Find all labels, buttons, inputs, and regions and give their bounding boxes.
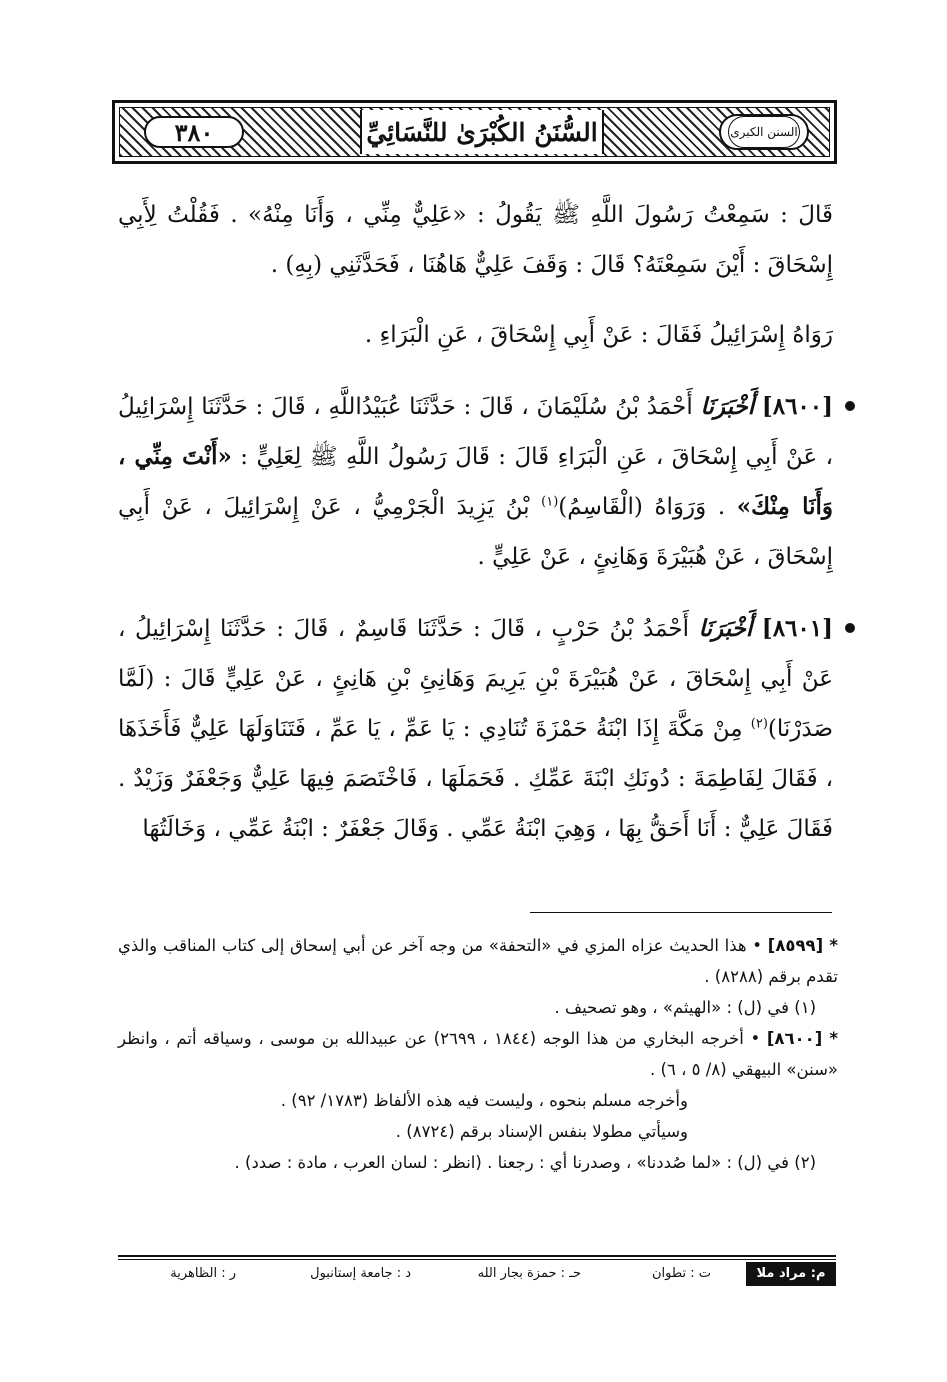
main-text bbox=[118, 190, 833, 854]
bullet-icon bbox=[845, 401, 855, 411]
footnotes bbox=[118, 930, 838, 1178]
page-number: ٣٨٠ bbox=[144, 116, 244, 148]
emblem-text: السنن الكبرى bbox=[728, 116, 800, 148]
paragraph-riwaya: رَوَاهُ إِسْرَائِيلُ فَقَالَ : عَنْ أَبِي إِسْحَاقَ ، عَنِ الْبَرَاءِ . bbox=[364, 322, 833, 348]
akhbarana-word: أَخْبَرَنَا bbox=[700, 393, 755, 420]
hadith-text: مِنْ مَكَّةَ إِذَا ابْنَةُ حَمْزَةَ تُنَادِي : يَا عَمِّ ، يَا عَمِّ ، فَتَنَاوَلَهَا عَلِيٌّ فَأَخَذَهَا ، فَقَالَ لِفَاطِمَةَ : دُونَكِ ابْنَةَ عَمِّكِ . فَحَمَلَهَا ، فَاخْتَصَمَ فِيهَا عَلِيٌّ وَجَعْفَرٌ وَزَيْدٌ . فَقَالَ عَلِيٌّ : أَنَا أَحَقُّ بِهَا ، وَهِيَ ابْنَةُ عَمِّي . وَقَالَ جَعْفَرٌ : ابْنَةُ عَمِّي ، وَخَالَتُهَا bbox=[118, 716, 833, 842]
siglum-tag: م: مراد ملا bbox=[746, 1262, 836, 1286]
footnote-2: (٢) في (ل) : «لما صُددنا» ، وصدرنا أي : رجعنا . (انظر : لسان العرب ، مادة : صدد) . bbox=[234, 1153, 816, 1172]
hadith-text: بْنُ يَزِيدَ الْجَرْمِيُّ ، عَنْ إِسْرَائِيلَ ، عَنْ أَبِي إِسْحَاقَ ، عَنْ هُبَيْرَةَ وَهَانِئٍ ، عَنْ عَلِيٍّ . bbox=[118, 494, 833, 570]
hadith-text: أَحْمَدُ بْنُ حَرْبٍ ، قَالَ : حَدَّثَنَا قَاسِمٌ ، قَالَ : حَدَّثَنَا إِسْرَائِيلُ ، عَنْ أَبِي إِسْحَاقَ ، عَنْ هُبَيْرَةَ بْنِ يَرِيمَ وَهَانِئِ بْنِ هَانِئٍ ، عَنْ عَلِيٍّ قَالَ : (لَمَّا صَدَرْنَا) bbox=[118, 616, 833, 742]
book-title: السُّنَنُ الكُبْرَىٰ للنَّسَائِيِّ bbox=[366, 117, 598, 147]
paragraph-continuation: قَالَ : سَمِعْتُ رَسُولَ اللَّهِ ﷺ يَقُولُ : «عَلِيٌّ مِنِّي ، وَأَنَا مِنْهُ» . فَقُلْتُ لِأَبِي إِسْحَاقَ : أَيْنَ سَمِعْتَهُ؟ قَالَ : وَقَفَ عَلِيٌّ هَاهُنَا ، فَحَدَّثَنِي (بِهِ) . bbox=[118, 202, 833, 278]
akhbarana-word: أَخْبَرَنَا bbox=[698, 615, 753, 642]
footnote-ref: * [٨٥٩٩] bbox=[767, 936, 838, 955]
footnote-ref: * [٨٦٠٠] bbox=[766, 1029, 838, 1048]
footnote-8600-muslim: وأخرجه مسلم بنحوه ، وليست فيه هذه الألفاظ (١٧٨٣/ ٩٢) . bbox=[280, 1091, 688, 1110]
header-ornament-band bbox=[119, 107, 830, 157]
footnote-1: (١) في (ل) : «الهيثم» ، وهو تصحيف . bbox=[554, 998, 816, 1017]
hadith-number: [٨٦٠٠] bbox=[761, 393, 834, 420]
hadith-8601 bbox=[118, 604, 833, 854]
footnote-text: • أخرجه البخاري من هذا الوجه (١٨٤٤ ، ٢٦٩٩) عن عبيدالله بن موسى ، وسياقه أتم ، وانظر «سنن» البيهقي (٨/ ٥ ، ٦) . bbox=[118, 1029, 838, 1079]
book-title-box bbox=[360, 110, 604, 154]
hadith-quote: «أَنْتَ مِنِّي ، وَأَنَا مِنْكَ» bbox=[118, 443, 833, 520]
footnote-8600-later: وسيأتي مطولا بنفس الإسناد برقم (٨٧٢٤) . bbox=[395, 1122, 688, 1141]
hadith-text: أَحْمَدُ بْنُ سُلَيْمَانَ ، قَالَ : حَدَّثَنَا عُبَيْدُاللَّهِ ، قَالَ : حَدَّثَنَا إِسْرَائِيلُ ، عَنْ أَبِي إِسْحَاقَ ، عَنِ الْبَرَاءِ قَالَ : قَالَ رَسُولُ اللَّهِ ﷺ لِعَلِيٍّ : bbox=[118, 394, 834, 470]
footnote-marker: (١) bbox=[541, 494, 559, 510]
footer-rule-thin bbox=[118, 1259, 836, 1260]
siglum-h: حـ : حمزة بجار الله bbox=[477, 1266, 581, 1281]
footnote-text: • هذا الحديث عزاه المزي في «التحفة» من وجه آخر عن أبي إسحاق إلى كتاب المناقب والذي تقدم برقم (٨٢٨٨) . bbox=[118, 936, 838, 986]
footnote-separator bbox=[530, 912, 832, 913]
footnote-8599 bbox=[118, 930, 838, 992]
hadith-number: [٨٦٠١] bbox=[761, 615, 833, 642]
siglum-r: ر : الظاهرية bbox=[170, 1266, 236, 1281]
siglum-d: د : جامعة إستانبول bbox=[310, 1266, 411, 1281]
footnote-8600 bbox=[118, 1023, 838, 1085]
footer-rule bbox=[118, 1255, 836, 1257]
book-emblem-logo bbox=[719, 114, 809, 150]
siglum-t: ت : تطوان bbox=[651, 1266, 711, 1281]
hadith-text: . وَرَوَاهُ (الْقَاسِمُ) bbox=[558, 494, 726, 520]
manuscript-sigla-bar bbox=[118, 1262, 836, 1288]
bullet-icon bbox=[845, 623, 855, 633]
page-header bbox=[112, 100, 837, 164]
hadith-8600 bbox=[118, 382, 833, 582]
footnote-marker: (٢) bbox=[750, 716, 768, 732]
